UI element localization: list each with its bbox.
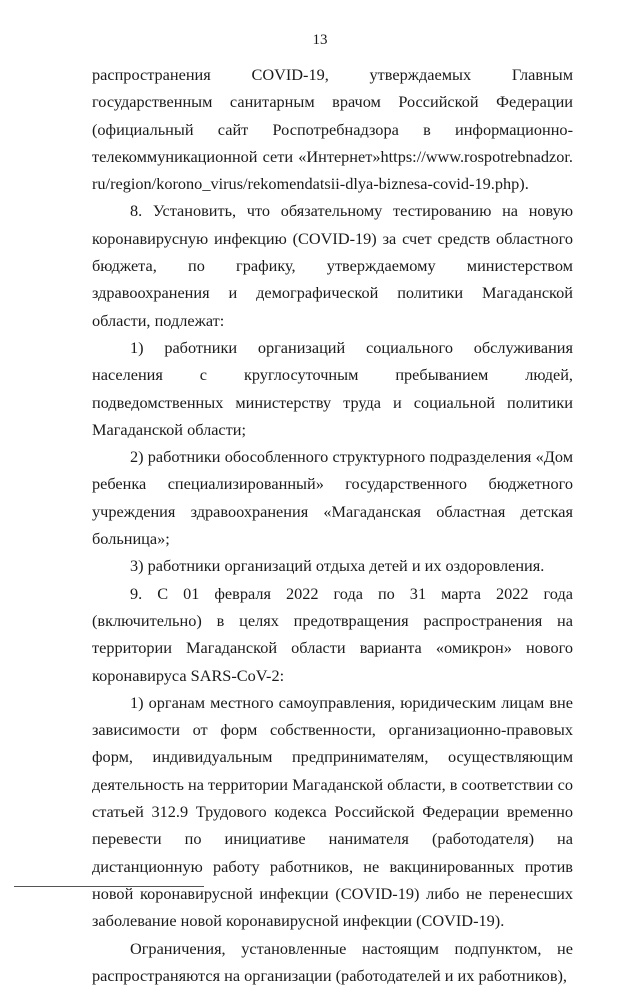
paragraph-item-8-2: 2) работники обособленного структурного подразделения «Дом ребенка специализированный» государственного бюджетного учреждения здравоохранения «Магаданская областная детская больница»; xyxy=(92,443,573,552)
paragraph-item-8-3: 3) работники организаций отдыха детей и их оздоровления. xyxy=(92,552,573,579)
paragraph-text: распространения COVID-19, утверждаемых Главным государственным санитарным врачом Российской Федерации (официальный сайт Роспотребнадзора в информационно-телекоммуникационной сети «Интернет» xyxy=(92,65,573,166)
paragraph-item-9-1: 1) органам местного самоуправления, юридическим лицам вне зависимости от форм собственности, организационно-правовых форм, индивидуальным предпринимателям, осуществляющим деятельность на территории Магаданской области, в соответствии со статьей 312.9 Трудового кодекса Российской Федерации временно перевести по инициативе нанимателя (работодателя) на дистанционную работу работников, не вакцинированных против новой коронавирусной инфекции (COVID-19) либо не перенесших заболевание новой коронавирусной инфекции (COVID-19). xyxy=(92,689,573,935)
paragraph-continuation xyxy=(92,61,573,197)
page-number: 13 xyxy=(0,32,640,49)
paragraph-item-9-1-exceptions: Ограничения, установленные настоящим подпунктом, не распространяются на организации (работодателей и их работников), xyxy=(92,935,573,989)
document-body xyxy=(92,61,573,989)
source-url-text: https://www.rospotrebnadzor.ru/region/korono_virus/rekomendatsii-dlya-biznesa-covid-19.php). xyxy=(92,147,573,193)
paragraph-item-9: 9. С 01 февраля 2022 года по 31 марта 2022 года (включительно) в целях предотвращения распространения на территории Магаданской области варианта «омикрон» нового коронавируса SARS-CoV-2: xyxy=(92,580,573,689)
paragraph-item-8-1: 1) работники организаций социального обслуживания населения с круглосуточным пребыванием людей, подведомственных министерству труда и социальной политики Магаданской области; xyxy=(92,334,573,443)
paragraph-item-8: 8. Установить, что обязательному тестированию на новую коронавирусную инфекцию (COVID-19) за счет средств областного бюджета, по графику, утверждаемому министерством здравоохранения и демографической политики Магаданской области, подлежат: xyxy=(92,197,573,333)
footnote-divider xyxy=(14,886,204,887)
